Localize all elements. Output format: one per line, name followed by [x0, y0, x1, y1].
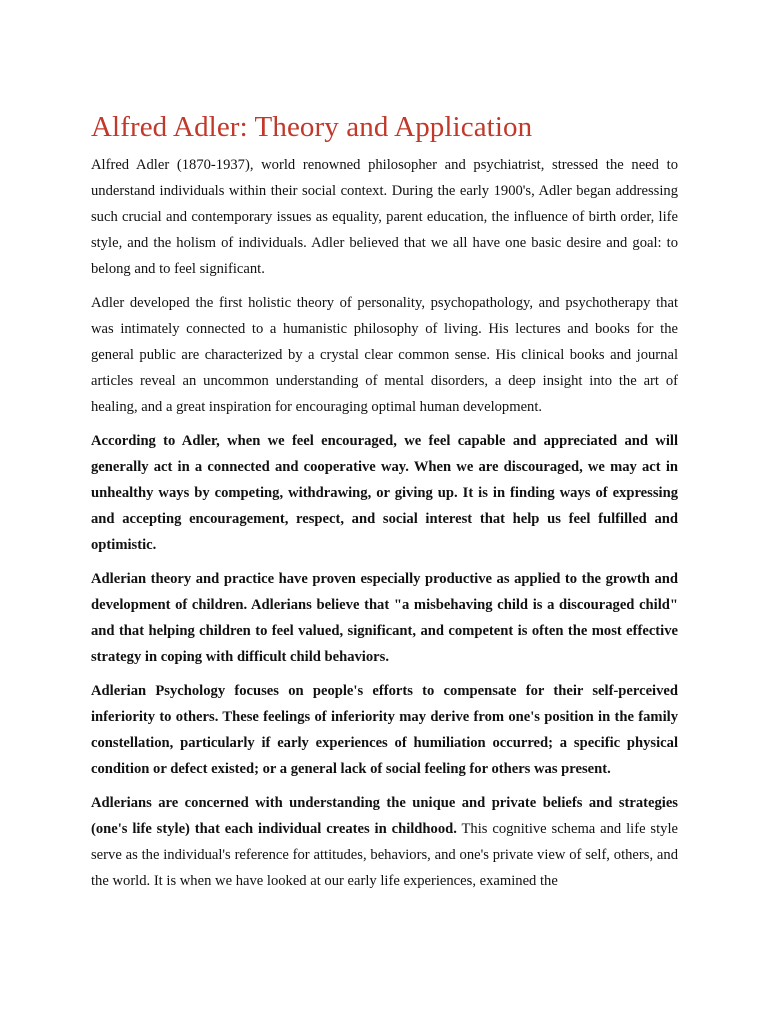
paragraph-life-style-regular: This cognitive schema and life style serve as the individual's reference for attitudes, behaviors, and one's private view of self, others, and the world. It is when we have looked at our early life experiences, examined the	[91, 821, 678, 889]
paragraph-encouragement: According to Adler, when we feel encouraged, we feel capable and appreciated and will generally act in a connected and cooperative way. When we are discouraged, we may act in unhealthy ways by competing, withdrawing, or giving up. It is in finding ways of expressing and accepting encouragement, respect, and social interest that help us feel fulfilled and optimistic.	[91, 433, 678, 553]
document-page	[91, 108, 678, 902]
paragraph-holistic-theory: Adler developed the first holistic theory of personality, psychopathology, and psychotherapy that was intimately connected to a humanistic philosophy of living. His lectures and books for the general public are characterized by a crystal clear common sense. His clinical books and journal articles reveal an uncommon understanding of mental disorders, a deep insight into the art of healing, and a great inspiration for encouraging optimal human development.	[91, 295, 678, 415]
paragraph-intro: Alfred Adler (1870-1937), world renowned philosopher and psychiatrist, stressed the need to understand individuals within their social context. During the early 1900's, Adler began addressing such crucial and contemporary issues as equality, parent education, the influence of birth order, life style, and the holism of individuals. Adler believed that we all have one basic desire and goal: to belong and to feel significant.	[91, 157, 678, 277]
document-title: Alfred Adler: Theory and Application	[91, 111, 533, 143]
paragraph-children: Adlerian theory and practice have proven especially productive as applied to the growth and development of children. Adlerians believe that "a misbehaving child is a discouraged child" and that helping children to feel valued, significant, and competent is often the most effective strategy in coping with difficult child behaviors.	[91, 571, 678, 665]
paragraph-life-style	[91, 790, 678, 894]
paragraph-inferiority: Adlerian Psychology focuses on people's efforts to compensate for their self-perceived inferiority to others. These feelings of inferiority may derive from one's position in the family constellation, particularly if early experiences of humiliation occurred; a specific physical condition or defect existed; or a general lack of social feeling for others was present.	[91, 683, 678, 777]
paragraph-life-style-bold: Adlerians are concerned with understanding the unique and private beliefs and strategies (one's life style) that each individual creates in childhood.	[91, 795, 678, 837]
